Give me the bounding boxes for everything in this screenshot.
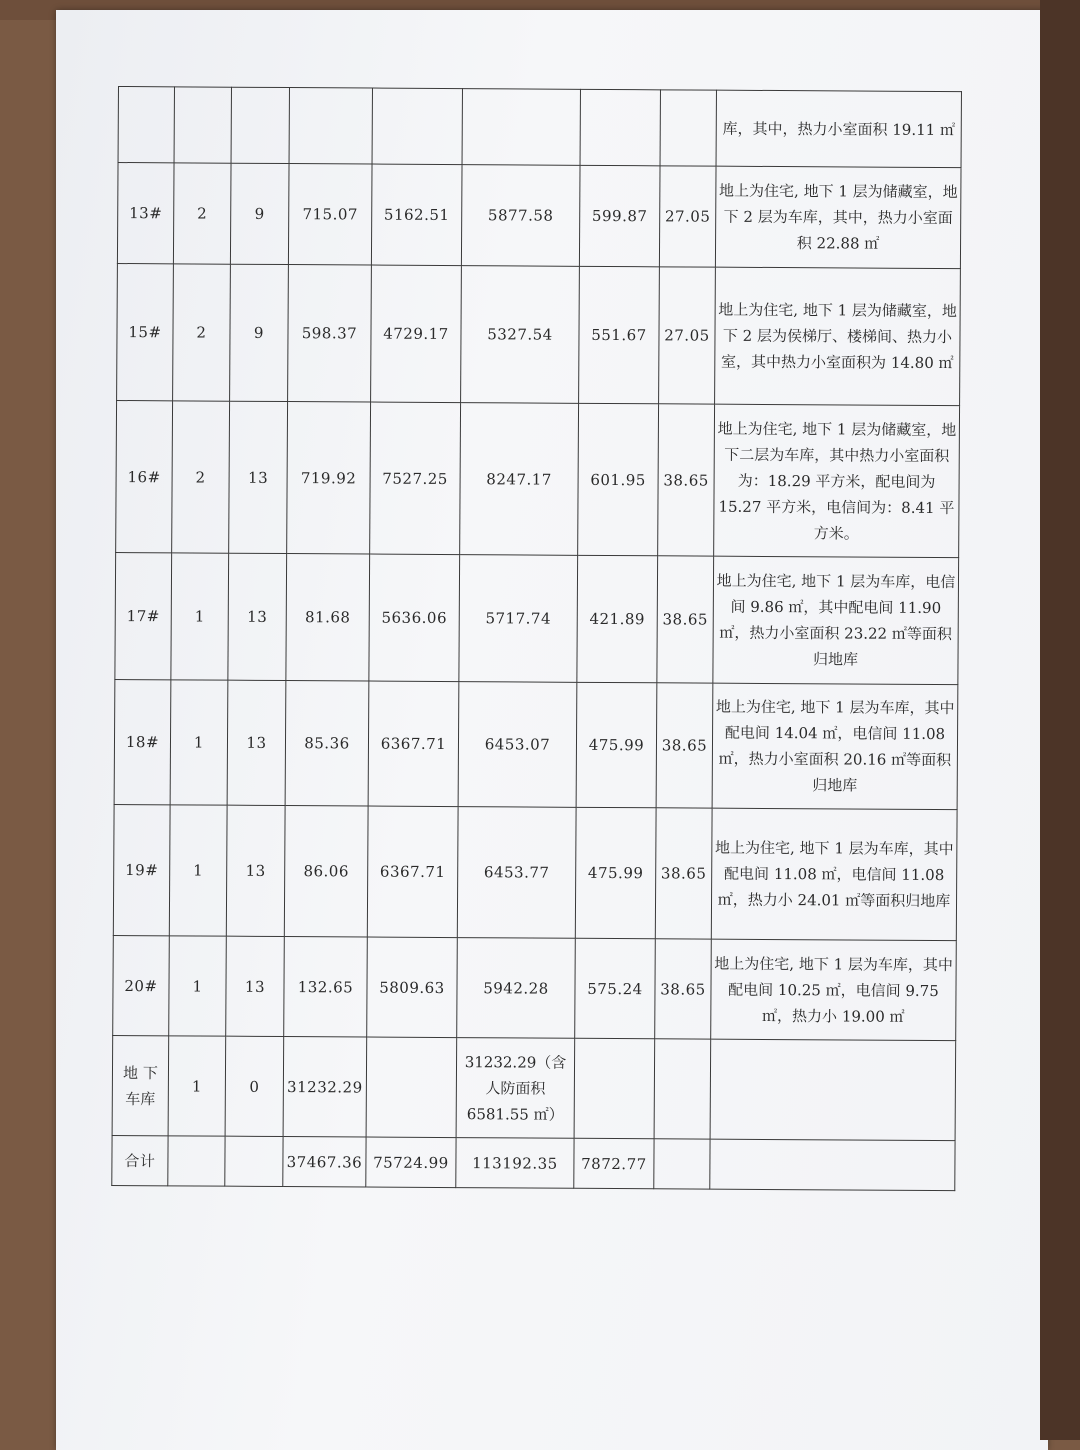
remark-cell: 地上为住宅, 地下 1 层为储藏室，地下 2 层为车库，其中，热力小室面积 22.88 ㎡ [715, 166, 961, 268]
table-row [114, 679, 958, 809]
height: 38.65 [658, 404, 715, 556]
total-area: 5717.74 [459, 555, 578, 683]
aboveground-area: 5809.63 [367, 937, 458, 1038]
total-area: 5877.58 [461, 165, 580, 267]
remark-cell: 地上为住宅, 地下 1 层为储藏室，地下 2 层为侯梯厅、楼梯间、热力小室，其中热力小室面积为 14.80 ㎡ [715, 267, 961, 405]
total-area: 5327.54 [461, 266, 580, 404]
building-id: 18# [114, 679, 171, 804]
units: 2 [172, 401, 230, 553]
underground-area: 86.06 [284, 806, 368, 938]
area-value: 475.99 [575, 807, 656, 938]
floors: 13 [228, 553, 287, 680]
height: 38.65 [655, 808, 712, 939]
aboveground-area: 4729.17 [371, 265, 462, 403]
underground-area: 85.36 [285, 681, 369, 807]
area-value: 7872.77 [574, 1138, 654, 1188]
table-row [113, 935, 957, 1040]
aboveground-area: 5162.51 [371, 164, 462, 266]
units: 1 [169, 805, 227, 936]
building-id: 16# [116, 400, 173, 552]
remark-cell [710, 1039, 956, 1140]
underground-area: 719.92 [287, 402, 371, 555]
remark-cell [710, 1139, 955, 1190]
aboveground-area [366, 1037, 457, 1138]
remark-cell: 地上为住宅, 地下 1 层为车库，其中配电间 14.04 ㎡，电信间 11.08 ㎡，热力小室面积 20.16 ㎡等面积归地库 [712, 683, 958, 809]
table-row [117, 263, 961, 405]
units: 1 [168, 1036, 226, 1136]
units [168, 1136, 225, 1186]
garage-row [112, 1035, 956, 1140]
area-value: 601.95 [578, 403, 659, 555]
total-area: 31232.29（含人防面积 6581.55 ㎡） [456, 1038, 575, 1139]
building-id: 13# [117, 163, 174, 264]
aboveground-area: 5636.06 [369, 554, 460, 682]
units: 2 [173, 163, 231, 264]
underground-area: 132.65 [284, 937, 368, 1038]
units: 2 [173, 264, 231, 401]
total-row [112, 1135, 955, 1190]
units: 1 [169, 936, 227, 1036]
building-area-table [111, 86, 962, 1191]
total-area: 113192.35 [456, 1138, 574, 1189]
floors: 13 [226, 805, 285, 936]
total-area: 6453.07 [458, 682, 577, 808]
floors: 13 [227, 680, 286, 805]
aboveground-area: 6367.71 [368, 681, 459, 807]
building-id: 19# [113, 804, 170, 935]
underground-area: 37467.36 [283, 1137, 366, 1188]
building-id: 15# [117, 263, 174, 400]
total-area: 6453.77 [457, 807, 576, 939]
remark-cell: 地上为住宅, 地下 1 层为车库，其中配电间 11.08 ㎡，电信间 11.08 ㎡，热力小 24.01 ㎡等面积归地库 [711, 808, 957, 940]
height: 27.05 [659, 166, 716, 267]
underground-area: 81.68 [286, 554, 370, 682]
area-value: 599.87 [579, 165, 660, 266]
height: 38.65 [656, 683, 713, 808]
aboveground-area: 75724.99 [366, 1137, 456, 1188]
underground-area: 715.07 [288, 164, 372, 266]
table-row [116, 400, 960, 557]
floors: 9 [230, 163, 289, 264]
underground-area: 598.37 [288, 265, 372, 403]
floors: 0 [225, 1036, 284, 1136]
units: 1 [171, 553, 229, 680]
units: 1 [170, 680, 228, 805]
remark-cell: 地上为住宅, 地下 1 层为车库，其中配电间 10.25 ㎡，电信间 9.75 ㎡，热力小 19.00 ㎡ [711, 939, 957, 1040]
building-id: 地 下 车库 [112, 1035, 169, 1135]
area-value [574, 1038, 655, 1138]
height: 27.05 [659, 267, 716, 404]
area-value: 475.99 [576, 682, 657, 807]
total-area: 5942.28 [457, 938, 576, 1039]
total-area: 8247.17 [460, 403, 579, 556]
height [654, 1039, 711, 1139]
building-id: 17# [115, 552, 172, 679]
floors: 9 [230, 264, 289, 401]
continued-row [118, 87, 961, 168]
building-id: 合计 [112, 1135, 168, 1185]
remark-cell: 地上为住宅, 地下 1 层为车库，电信间 9.86 ㎡，其中配电间 11.90 ㎡，热力小室面积 23.22 ㎡等面积归地库 [713, 556, 959, 684]
building-id: 20# [113, 935, 170, 1035]
height: 38.65 [655, 939, 712, 1039]
area-value: 421.89 [577, 555, 658, 682]
underground-area: 31232.29 [283, 1037, 367, 1138]
aboveground-area: 6367.71 [367, 806, 458, 938]
table-row [113, 804, 957, 940]
area-value: 575.24 [575, 938, 656, 1038]
remark-cell: 库，其中，热力小室面积 19.11 ㎡ [716, 90, 961, 167]
floors [225, 1136, 283, 1186]
height: 38.65 [657, 556, 714, 683]
height [654, 1139, 710, 1189]
aboveground-area: 7527.25 [370, 402, 461, 555]
desk-edge [1040, 0, 1080, 1440]
table-row [115, 552, 959, 684]
floors: 13 [229, 401, 288, 553]
table-row [117, 163, 961, 269]
floors: 13 [226, 936, 285, 1036]
remark-cell: 地上为住宅, 地下 1 层为储藏室，地下二层为车库，其中热力小室面积为：18.29 平方米，配电间为 15.27 平方米，电信间为：8.41 平方米。 [714, 404, 960, 557]
area-value: 551.67 [579, 266, 660, 403]
